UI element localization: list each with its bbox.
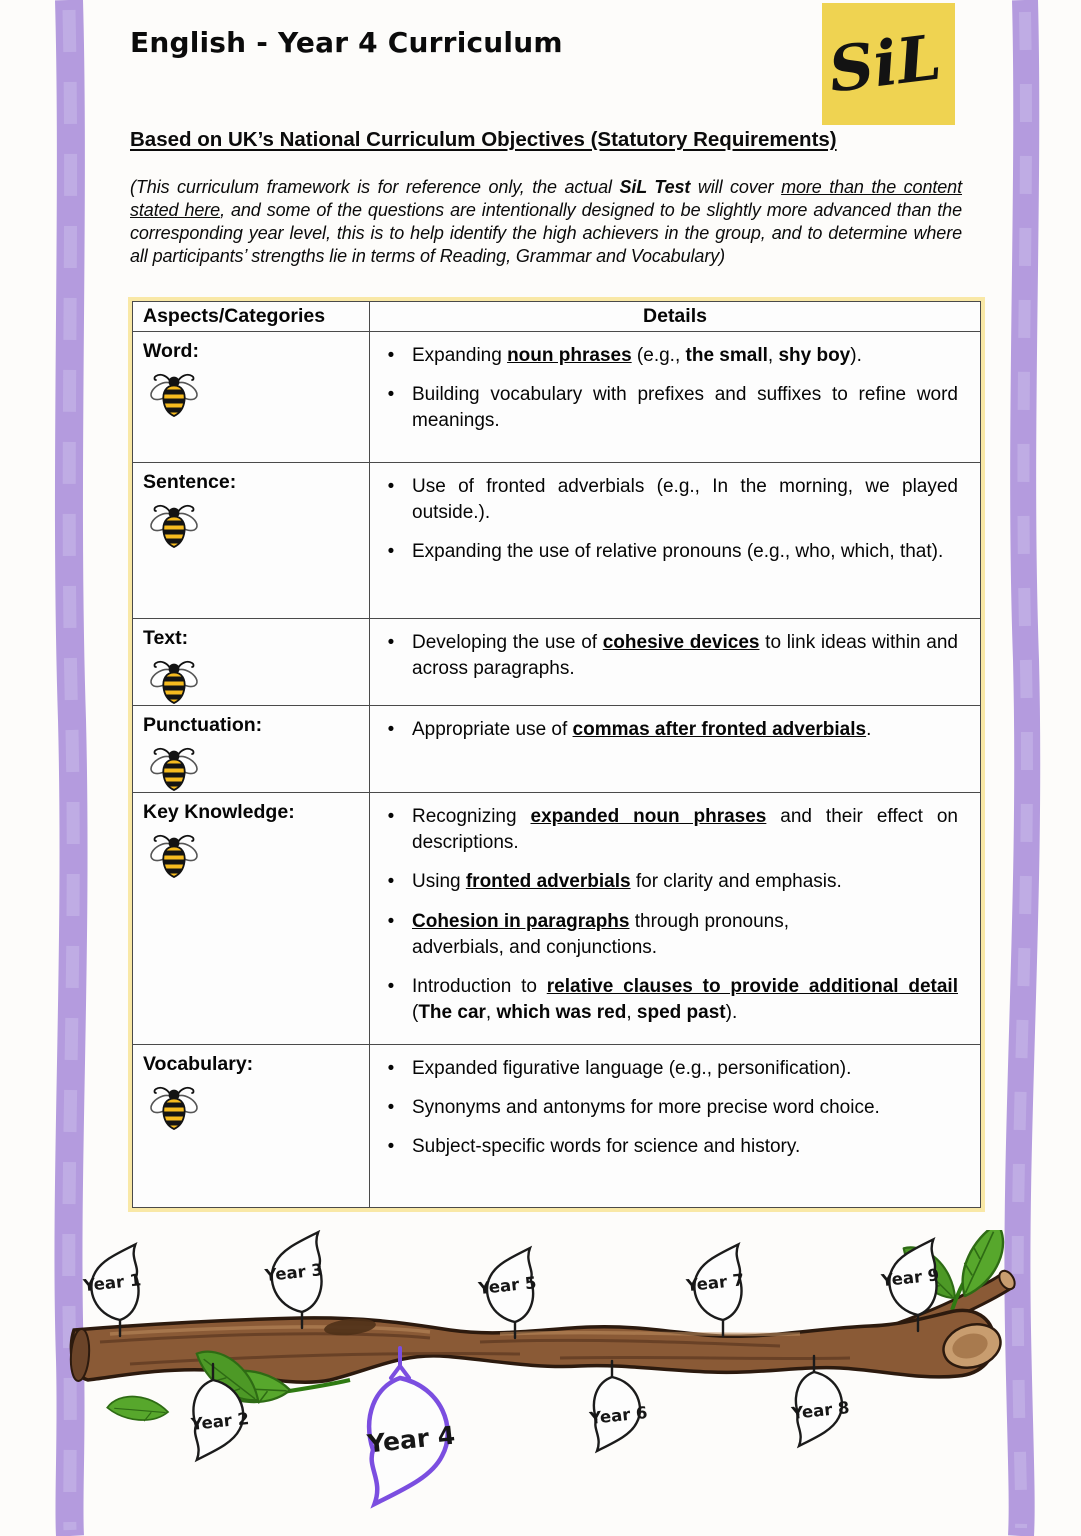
year-leaf-label: Year 1 (82, 1270, 143, 1296)
bullet-dot-icon: • (387, 910, 395, 932)
page-title: English - Year 4 Curriculum (130, 26, 563, 59)
category-cell (133, 706, 370, 793)
category-cell (133, 463, 370, 619)
bullet-dot-icon: • (387, 976, 395, 998)
detail-bullet (370, 717, 980, 743)
bullet-dot-icon: • (387, 1097, 395, 1119)
bullet-dot-icon: • (387, 719, 395, 740)
year-leaf-6 (588, 1361, 649, 1451)
detail-bullets (370, 717, 980, 743)
details-cell (370, 463, 981, 619)
table-row (133, 1045, 981, 1208)
detail-bullets (370, 1056, 980, 1161)
detail-bullet (370, 1056, 980, 1082)
header-aspects-categories: Aspects/Categories (133, 302, 370, 332)
table-row (133, 793, 981, 1045)
detail-text: Expanding the use of relative pronouns (e.g., who, which, that). (412, 541, 944, 563)
detail-text: Using fronted adverbials for clarity and emphasis. (412, 871, 842, 893)
table-row (133, 463, 981, 619)
detail-bullet (370, 1134, 980, 1160)
sil-logo (822, 3, 955, 125)
bee-icon (149, 502, 199, 549)
category-cell (133, 332, 370, 463)
detail-text: Building vocabulary with prefixes and suffixes to refine word meanings. (412, 384, 958, 432)
sil-logo-icon (822, 3, 955, 125)
year-leaf-label: Year 9 (880, 1265, 941, 1291)
detail-bullets (370, 630, 980, 682)
bee-icon (149, 1084, 199, 1131)
bee-icon (149, 658, 199, 705)
document-subtitle: Based on UK’s National Curriculum Objectives (Statutory Requirements) (130, 128, 837, 151)
detail-text: Cohesion in paragraphs through pronouns, adverbials, and conjunctions. (412, 910, 789, 958)
detail-text: Appropriate use of commas after fronted adverbials. (412, 719, 872, 740)
detail-text: Expanding noun phrases (e.g., the small, shy boy). (412, 345, 862, 366)
sil-logo-text: SiL (824, 20, 945, 107)
category-label: Vocabulary: (143, 1053, 254, 1075)
detail-bullets (370, 804, 980, 1027)
details-cell (370, 332, 981, 463)
bullet-dot-icon: • (387, 384, 395, 406)
details-cell (370, 1045, 981, 1208)
year-leaf-label: Year 6 (588, 1403, 649, 1428)
bee-icon (149, 832, 199, 879)
details-cell (370, 793, 981, 1045)
year-leaf-label: Year 4 (365, 1420, 457, 1459)
category-cell (133, 793, 370, 1045)
detail-text: Introduction to relative clauses to provide additional detail (The car, which was red, sped past). (412, 976, 958, 1024)
detail-text: Recognizing expanded noun phrases and their effect on descriptions. (412, 806, 959, 854)
header-details: Details (370, 302, 981, 332)
bullet-dot-icon: • (387, 476, 395, 497)
curriculum-table (128, 297, 985, 1212)
detail-bullet (370, 630, 980, 682)
year-leaf-7 (684, 1244, 745, 1336)
bullet-dot-icon: • (387, 806, 395, 827)
detail-text: Developing the use of cohesive devices to link ideas within and across paragraphs. (412, 632, 959, 680)
category-label: Word: (143, 340, 199, 362)
bullet-dot-icon: • (387, 632, 395, 653)
bullet-dot-icon: • (387, 871, 395, 893)
category-label: Punctuation: (143, 714, 263, 736)
bee-icon (149, 745, 199, 792)
category-label: Key Knowledge: (143, 801, 295, 823)
year-leaf-label: Year 7 (685, 1270, 746, 1296)
bullet-dot-icon: • (387, 1058, 395, 1079)
year-leaf-5 (476, 1248, 537, 1338)
year-leaf-label: Year 2 (190, 1408, 250, 1434)
year-leaf-label: Year 8 (790, 1398, 851, 1423)
details-cell (370, 706, 981, 793)
year-leaf-3 (263, 1232, 324, 1328)
detail-bullets (370, 474, 980, 566)
bullet-dot-icon: • (387, 541, 395, 563)
table-row (133, 619, 981, 706)
intro-paragraph: (This curriculum framework is for reference only, the actual SiL Test will cover more than the content stated here, and some of the questions are intentionally designed to be slightly more advanced than the corresponding year level, this is to help identify the high achievers in the group, and to determine where all participants’ strengths lie in terms of Reading, Grammar and Vocabulary) (130, 177, 962, 267)
detail-bullets (370, 343, 980, 435)
detail-bullet (370, 869, 980, 895)
category-cell (133, 1045, 370, 1208)
detail-bullet (370, 1095, 980, 1121)
year-timeline-illustration (0, 1230, 1081, 1536)
bullet-dot-icon: • (387, 345, 395, 366)
detail-text: Subject-specific words for science and history. (412, 1136, 801, 1158)
curriculum-table-body (133, 332, 981, 1208)
detail-text: Expanded figurative language (e.g., personification). (412, 1058, 852, 1079)
bullet-dot-icon: • (387, 1136, 395, 1158)
table-header-row (133, 302, 981, 332)
bee-icon (149, 371, 199, 418)
detail-bullet (370, 974, 980, 1026)
detail-bullet (370, 804, 980, 856)
year-leaf-1 (81, 1244, 142, 1336)
detail-text: Use of fronted adverbials (e.g., In the morning, we played outside.). (412, 476, 958, 524)
category-cell (133, 619, 370, 706)
detail-bullet (370, 382, 980, 434)
category-label: Text: (143, 627, 189, 649)
detail-bullet (370, 539, 980, 565)
year-leaf-label: Year 5 (477, 1273, 538, 1299)
table-row (133, 706, 981, 793)
detail-bullet (370, 909, 980, 961)
details-cell (370, 619, 981, 706)
table-row (133, 332, 981, 463)
year-leaf-4-highlighted (365, 1348, 457, 1504)
detail-bullet (370, 474, 980, 526)
year-leaf-label: Year 3 (263, 1260, 324, 1286)
detail-bullet (370, 343, 980, 369)
category-label: Sentence: (143, 471, 237, 493)
detail-text: Synonyms and antonyms for more precise word choice. (412, 1097, 880, 1119)
